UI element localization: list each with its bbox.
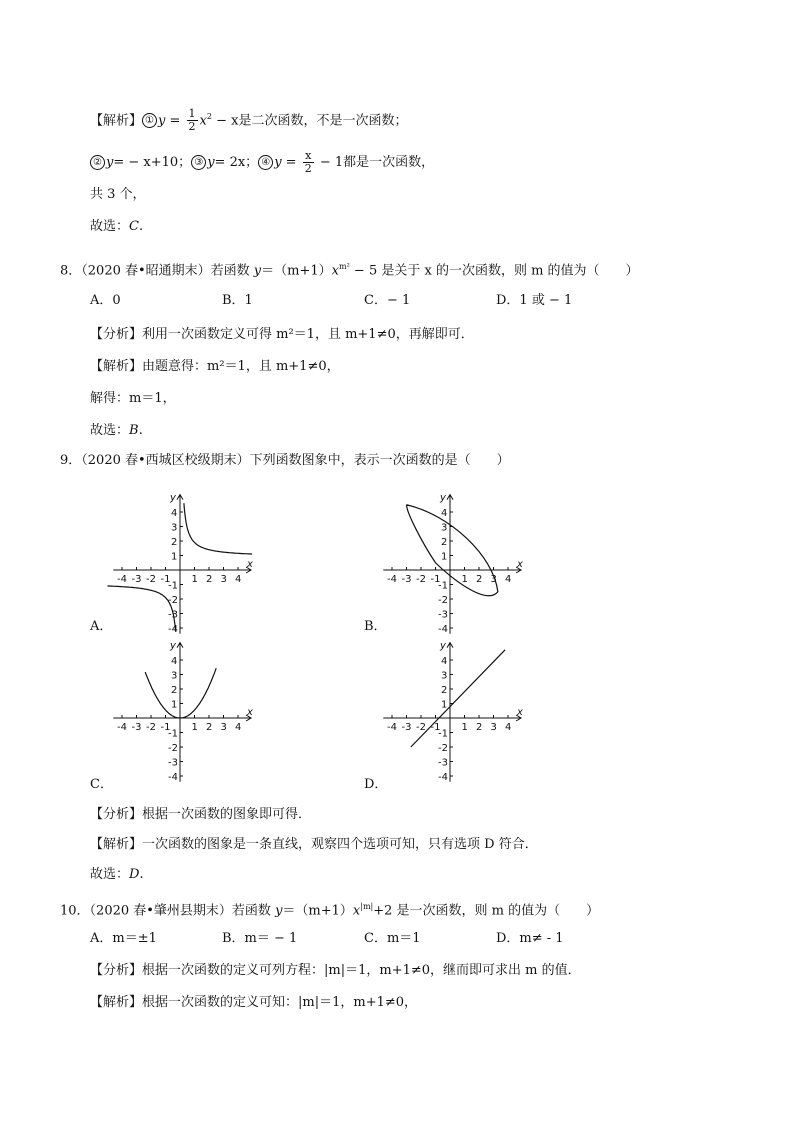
q10-option-c: C．m＝1 bbox=[364, 931, 421, 946]
analysis-text: 根据一次函数的定义可列方程：|m|＝1，m+1≠0，继而即可求出 m 的值． bbox=[142, 963, 581, 978]
q10-option-a: A．m＝±1 bbox=[90, 931, 157, 946]
q8-option-b: B．1 bbox=[222, 293, 253, 308]
q7-solution-line2 bbox=[90, 150, 434, 175]
solution-tag: 【解析】 bbox=[90, 995, 143, 1010]
answer-label: 故选： bbox=[90, 219, 130, 234]
solution-tag: 【解析】 bbox=[90, 113, 143, 129]
x-tick-label: -2 bbox=[416, 574, 426, 585]
fraction-x-over-2 bbox=[303, 150, 314, 175]
frac-den: 2 bbox=[188, 120, 196, 134]
parabola bbox=[145, 668, 216, 718]
var-y: y bbox=[275, 903, 283, 919]
y-tick-label: 1 bbox=[441, 699, 448, 711]
q7-solution-line1 bbox=[90, 108, 407, 133]
frac-num: x bbox=[303, 150, 314, 163]
q7-count: 共 3 个， bbox=[90, 187, 146, 202]
graph-c bbox=[110, 640, 270, 790]
circled-number-1: ① bbox=[142, 113, 157, 128]
solution-text: 根据一次函数的定义可知：|m|＝1，m+1≠0， bbox=[142, 995, 418, 1010]
x-axis-label: x bbox=[247, 559, 253, 570]
solution-tag: 【解析】 bbox=[90, 837, 143, 852]
exponent: 2 bbox=[206, 112, 212, 121]
answer-value: D bbox=[129, 867, 140, 882]
q10-analysis bbox=[90, 962, 581, 980]
y-tick-label: 2 bbox=[171, 685, 178, 696]
analysis-tag: 【分析】 bbox=[90, 963, 143, 978]
y-tick-label: -4 bbox=[168, 772, 178, 783]
answer-label: 故选： bbox=[90, 867, 130, 882]
solution-text: 由题意得：m²＝1，且 m+1≠0， bbox=[142, 359, 340, 374]
solution-text: 一次函数的图象是一条直线，观察四个选项可知，只有选项 D 符合． bbox=[142, 837, 538, 852]
stem-text: ＝（m+1） bbox=[261, 263, 332, 279]
x-tick-label: -1 bbox=[430, 574, 441, 585]
q9-solution bbox=[90, 836, 538, 854]
y-tick-label: 3 bbox=[171, 670, 178, 682]
var-y: y bbox=[158, 113, 166, 129]
solved-text: m＝1， bbox=[129, 391, 176, 406]
q10-option-b: B．m＝ − 1 bbox=[222, 931, 298, 946]
exponent: m² bbox=[339, 262, 350, 271]
y-tick-label: 1 bbox=[441, 551, 448, 563]
circled-number-3: ③ bbox=[191, 155, 206, 170]
q8-option-d: D．1 或 − 1 bbox=[496, 293, 573, 308]
analysis-text: 利用一次函数定义可得 m²＝1，且 m+1≠0，再解即可． bbox=[142, 327, 474, 342]
var-x: x bbox=[331, 263, 339, 279]
y-tick-label: -3 bbox=[438, 609, 448, 621]
solved-label: 解得： bbox=[90, 391, 130, 406]
graph-a bbox=[110, 480, 270, 635]
x-axis-label: x bbox=[517, 707, 523, 718]
var-x: x bbox=[352, 903, 361, 919]
y-tick-label: 3 bbox=[441, 522, 448, 534]
y-tick-label: 2 bbox=[171, 537, 178, 548]
stem-text: 10．（2020 春•肇州县期末）若函数 bbox=[60, 903, 276, 919]
x-tick-label: 2 bbox=[206, 722, 213, 733]
q8-option-c: C．− 1 bbox=[364, 293, 411, 308]
eq: = bbox=[165, 113, 185, 129]
x-tick-label: 1 bbox=[191, 722, 198, 733]
q9-stem: 9．（2020 春•西城区校级期末）下列函数图象中，表示一次函数的是（ ） bbox=[60, 453, 510, 468]
eq: = bbox=[281, 155, 301, 170]
stem-text: − 5 是关于 x 的一次函数，则 m 的值为（ ） bbox=[349, 263, 639, 279]
y-tick-label: 3 bbox=[441, 670, 448, 682]
eq-text: = 2x； bbox=[214, 155, 259, 170]
q8-stem bbox=[60, 258, 639, 280]
y-tick-label: -4 bbox=[168, 624, 178, 635]
solution-tag: 【解析】 bbox=[90, 359, 143, 374]
fraction-half bbox=[187, 108, 198, 133]
exponent: |m| bbox=[360, 902, 374, 911]
hyperbola-branch bbox=[184, 503, 252, 554]
x-tick-label: 4 bbox=[235, 574, 242, 585]
x-tick-label: -3 bbox=[131, 574, 142, 585]
y-axis-label: y bbox=[170, 640, 176, 652]
x-tick-label: -3 bbox=[401, 722, 412, 733]
eq-text: − 1都是一次函数， bbox=[315, 155, 435, 170]
y-tick-label: 1 bbox=[171, 551, 178, 563]
x-tick-label: -3 bbox=[401, 574, 412, 585]
y-tick-label: -1 bbox=[168, 728, 178, 740]
x-tick-label: -2 bbox=[416, 722, 426, 733]
q7-answer bbox=[90, 218, 143, 236]
x-tick-label: -4 bbox=[117, 722, 127, 733]
y-tick-label: 1 bbox=[171, 699, 178, 711]
q9-analysis bbox=[90, 806, 311, 824]
y-tick-label: -2 bbox=[438, 743, 448, 754]
q8-answer bbox=[90, 422, 143, 440]
var-y: y bbox=[106, 155, 114, 170]
y-tick-label: 2 bbox=[441, 685, 448, 696]
answer-value: B bbox=[129, 423, 139, 438]
y-tick-label: -4 bbox=[438, 772, 448, 783]
x-tick-label: -4 bbox=[387, 574, 397, 585]
y-tick-label: -3 bbox=[168, 609, 178, 621]
y-tick-label: 4 bbox=[171, 656, 178, 667]
y-axis-label: y bbox=[170, 492, 176, 504]
frac-num: 1 bbox=[188, 107, 196, 121]
x-tick-label: -4 bbox=[117, 574, 127, 585]
y-tick-label: -1 bbox=[438, 728, 448, 740]
y-tick-label: 4 bbox=[441, 508, 448, 519]
q8-solved bbox=[90, 390, 176, 408]
y-tick-label: -2 bbox=[438, 595, 448, 606]
answer-label: 故选： bbox=[90, 423, 130, 438]
graph-c-label: C． bbox=[90, 777, 113, 792]
x-tick-label: -1 bbox=[160, 574, 171, 585]
x-tick-label: 3 bbox=[490, 574, 497, 585]
y-tick-label: -2 bbox=[168, 743, 178, 754]
y-tick-label: 3 bbox=[171, 522, 178, 534]
y-tick-label: -2 bbox=[168, 595, 178, 606]
hyperbola-branch bbox=[108, 586, 176, 631]
y-axis-label: y bbox=[440, 640, 446, 652]
q9-answer bbox=[90, 866, 144, 884]
x-tick-label: 3 bbox=[490, 722, 497, 733]
stem-text: 8．（2020 春•昭通期末）若函数 bbox=[60, 263, 254, 279]
x-tick-label: 1 bbox=[461, 574, 468, 585]
y-tick-label: -3 bbox=[168, 757, 178, 769]
y-tick-label: 2 bbox=[441, 537, 448, 548]
x-tick-label: 4 bbox=[235, 722, 242, 733]
y-tick-label: -1 bbox=[168, 580, 178, 592]
analysis-text: 根据一次函数的图象即可得． bbox=[142, 807, 312, 822]
q10-option-d: D．m≠ - 1 bbox=[496, 931, 564, 946]
frac-den: 2 bbox=[304, 162, 312, 175]
x-tick-label: -3 bbox=[131, 722, 142, 733]
x-tick-label: 3 bbox=[220, 722, 227, 733]
graph-b-label: B． bbox=[364, 619, 387, 634]
graph-b bbox=[380, 480, 540, 635]
y-tick-label: -1 bbox=[438, 580, 448, 592]
stem-text: ＝（m+1） bbox=[282, 903, 353, 919]
q8-analysis bbox=[90, 326, 474, 344]
y-tick-label: -4 bbox=[438, 624, 448, 635]
x-tick-label: 1 bbox=[461, 722, 468, 733]
q8-solution bbox=[90, 358, 340, 376]
eq-text: = − x+10； bbox=[113, 155, 192, 170]
graph-d bbox=[380, 640, 540, 790]
x-tick-label: -1 bbox=[430, 722, 441, 733]
answer-value: C bbox=[129, 219, 139, 234]
y-axis-label: y bbox=[440, 492, 446, 504]
q7-text: − x是二次函数，不是一次函数； bbox=[211, 113, 408, 129]
x-tick-label: -4 bbox=[387, 722, 397, 733]
period: . bbox=[138, 423, 143, 438]
x-axis-label: x bbox=[517, 559, 523, 570]
y-tick-label: 4 bbox=[171, 508, 178, 519]
q10-solution bbox=[90, 994, 417, 1012]
analysis-tag: 【分析】 bbox=[90, 807, 143, 822]
x-axis-label: x bbox=[247, 707, 253, 718]
y-tick-label: 4 bbox=[441, 656, 448, 667]
x-tick-label: -2 bbox=[146, 574, 156, 585]
x-tick-label: 4 bbox=[505, 722, 512, 733]
q10-stem bbox=[60, 898, 599, 920]
period: . bbox=[138, 219, 144, 234]
var-x: x bbox=[199, 113, 207, 129]
graph-a-label: A． bbox=[90, 619, 113, 634]
x-tick-label: 2 bbox=[476, 574, 483, 585]
x-tick-label: 3 bbox=[220, 574, 227, 585]
x-tick-label: 4 bbox=[505, 574, 512, 585]
y-tick-label: -3 bbox=[438, 757, 448, 769]
period: . bbox=[139, 867, 144, 882]
x-tick-label: -1 bbox=[160, 722, 171, 733]
var-y: y bbox=[274, 155, 282, 170]
stem-text: +2 是一次函数，则 m 的值为（ ） bbox=[373, 903, 600, 919]
circled-number-4: ④ bbox=[258, 155, 273, 170]
x-tick-label: 2 bbox=[476, 722, 483, 733]
analysis-tag: 【分析】 bbox=[90, 327, 143, 342]
circled-number-2: ② bbox=[90, 155, 105, 170]
x-tick-label: 2 bbox=[206, 574, 213, 585]
graph-d-label: D． bbox=[364, 777, 388, 792]
var-y: y bbox=[253, 263, 262, 279]
x-tick-label: -2 bbox=[146, 722, 156, 733]
var-y: y bbox=[207, 155, 215, 170]
x-tick-label: 1 bbox=[191, 574, 198, 585]
q8-option-a: A．0 bbox=[90, 293, 121, 308]
